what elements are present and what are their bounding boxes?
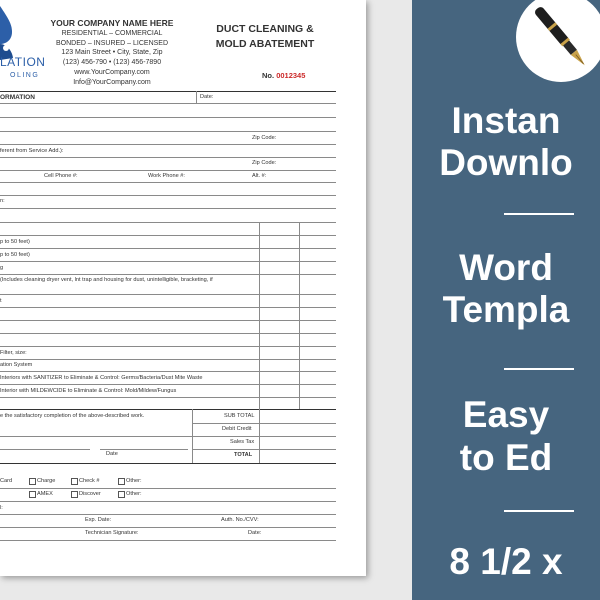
form-title-line-1: DUCT CLEANING &: [216, 23, 314, 35]
pay-charge-label: Charge: [37, 478, 56, 484]
form-rule: [0, 333, 336, 334]
form-rule: [192, 423, 336, 424]
card-number-label: l:: [0, 505, 3, 511]
service-item-8: Interiors with SANITIZER to Eliminate & Control: Germs/Bacteria/Dust Mite Waste: [0, 375, 203, 381]
section-top-rule: [0, 91, 336, 92]
amex-checkbox[interactable]: [29, 491, 36, 498]
promo-panel: [412, 0, 600, 600]
signature-date-label: Date: [106, 451, 118, 457]
promo-divider-3: [504, 510, 574, 512]
pay-card-label: Card: [0, 478, 13, 484]
other-checkbox[interactable]: [118, 478, 125, 485]
form-rule: [192, 449, 336, 450]
service-item-1: p to 50 feet): [0, 239, 30, 245]
signature-line: [0, 449, 90, 450]
auth-no-label: Auth. No./CVV:: [221, 517, 259, 523]
total-label: TOTAL: [234, 452, 253, 458]
date-divider: [196, 91, 197, 103]
form-rule: [0, 527, 336, 528]
alt-phone-label: Alt. #:: [252, 173, 267, 179]
company-line-1: RESIDENTIAL – COMMERCIAL: [61, 30, 163, 37]
form-rule: [0, 307, 336, 308]
form-rule: [0, 195, 336, 196]
form-rule: [0, 359, 336, 360]
form-rule: [0, 346, 336, 347]
company-email: Info@YourCompany.com: [73, 78, 151, 86]
debit-credit-label: Debit Credit: [222, 426, 252, 432]
form-rule: [0, 170, 336, 171]
sales-tax-label: Sales Tax: [230, 439, 255, 445]
pay-amex-label: AMEX: [37, 491, 53, 497]
promo-line-1: Instan: [451, 100, 561, 141]
service-item-3: g: [0, 265, 4, 271]
form-rule: [0, 384, 336, 385]
charge-checkbox[interactable]: [29, 478, 36, 485]
subtotal-label: SUB TOTAL: [224, 413, 255, 419]
promo-line-4: Templa: [442, 289, 570, 330]
form-rule: [0, 157, 336, 158]
date-label: Date:: [200, 94, 214, 100]
form-rule: [0, 117, 336, 118]
technician-signature-label: Technician Signature:: [85, 530, 139, 536]
pay-other-label: Other:: [126, 478, 142, 484]
form-rule: [0, 131, 336, 132]
logo-subtext: OLING: [10, 72, 40, 79]
signature-date-line: [100, 449, 188, 450]
form-rule: [0, 540, 336, 541]
price-column-divider: [299, 222, 300, 409]
zip-code-label-2: Zip Code:: [252, 160, 277, 166]
qty-column-divider: [259, 222, 260, 409]
form-rule: [0, 371, 336, 372]
company-phones: (123) 456-790 • (123) 456-7890: [62, 59, 162, 67]
form-rule: [0, 397, 336, 398]
service-item-5: t: [0, 298, 2, 304]
promo-line-6: to Ed: [459, 437, 553, 478]
zip-code-label: Zip Code:: [252, 135, 277, 141]
technician-date-label: Date:: [248, 530, 262, 536]
form-rule: [0, 103, 336, 104]
form-rule: [0, 294, 336, 295]
form-number-label: No.: [262, 71, 275, 80]
company-info: [40, 18, 184, 87]
promo-line-5: Easy: [462, 394, 550, 435]
form-rule: [0, 274, 336, 275]
service-item-7: ation System: [0, 362, 33, 368]
cell-phone-label: Cell Phone #:: [44, 173, 78, 179]
promo-line-3: Word: [459, 247, 553, 288]
form-number: [262, 71, 366, 80]
pay-other-label-2: Other:: [126, 491, 142, 497]
form-rule: [0, 248, 336, 249]
form-rule: [0, 514, 336, 515]
company-name: YOUR COMPANY NAME HERE: [50, 18, 174, 28]
form-rule: [0, 436, 336, 437]
section-title: ORMATION: [0, 94, 35, 101]
form-rule: [0, 409, 336, 410]
promo-divider-2: [504, 368, 574, 370]
service-item-6: Filter, size:: [0, 350, 27, 356]
other-checkbox-2[interactable]: [118, 491, 125, 498]
company-address: 123 Main Street • City, State, Zip: [61, 49, 163, 57]
promo-line-7: 8 1/2 x: [449, 541, 563, 582]
promo-line-2: Downlo: [439, 142, 573, 183]
work-phone-label: Work Phone #:: [148, 173, 185, 179]
service-item-2: p to 50 feet): [0, 252, 30, 258]
promo-divider-1: [504, 213, 574, 215]
form-rule: [0, 208, 336, 209]
form-rule: [0, 488, 336, 489]
service-item-9: Interior with MILDEWCIDE to Eliminate & Control: Mold/Mildew/Fungus: [0, 388, 177, 394]
form-title-line-2: MOLD ABATEMENT: [215, 38, 315, 50]
form-rule: [0, 463, 336, 464]
form-rule: [0, 320, 336, 321]
completion-statement: e the satisfactory completion of the above-described work.: [0, 413, 145, 419]
pen-badge: [516, 0, 600, 82]
discover-checkbox[interactable]: [71, 491, 78, 498]
logo-text: LATION: [0, 55, 46, 69]
billing-address-label: ferent from Service Add.):: [0, 148, 64, 154]
form-number-value: 0012345: [276, 71, 306, 80]
company-line-2: BONDED – INSURED – LICENSED: [55, 39, 169, 47]
form-rule: [0, 144, 336, 145]
form-rule: [0, 261, 336, 262]
form-rule: [0, 222, 336, 223]
form-rule: [0, 182, 336, 183]
misc-label: n:: [0, 198, 5, 204]
check-checkbox[interactable]: [71, 478, 78, 485]
fountain-pen-icon: [516, 0, 600, 82]
company-website: www.YourCompany.com: [74, 68, 150, 76]
service-item-4: (Includes cleaning dryer vent, lnt trap and housing for dust, unintelligible, bracketing, if: [0, 277, 213, 283]
pay-check-label: Check #: [79, 478, 100, 484]
pay-discover-label: Discover: [79, 491, 101, 497]
form-rule: [0, 501, 336, 502]
form-title: [196, 22, 334, 52]
form-rule: [0, 235, 336, 236]
exp-date-label: Exp. Date:: [85, 517, 112, 523]
